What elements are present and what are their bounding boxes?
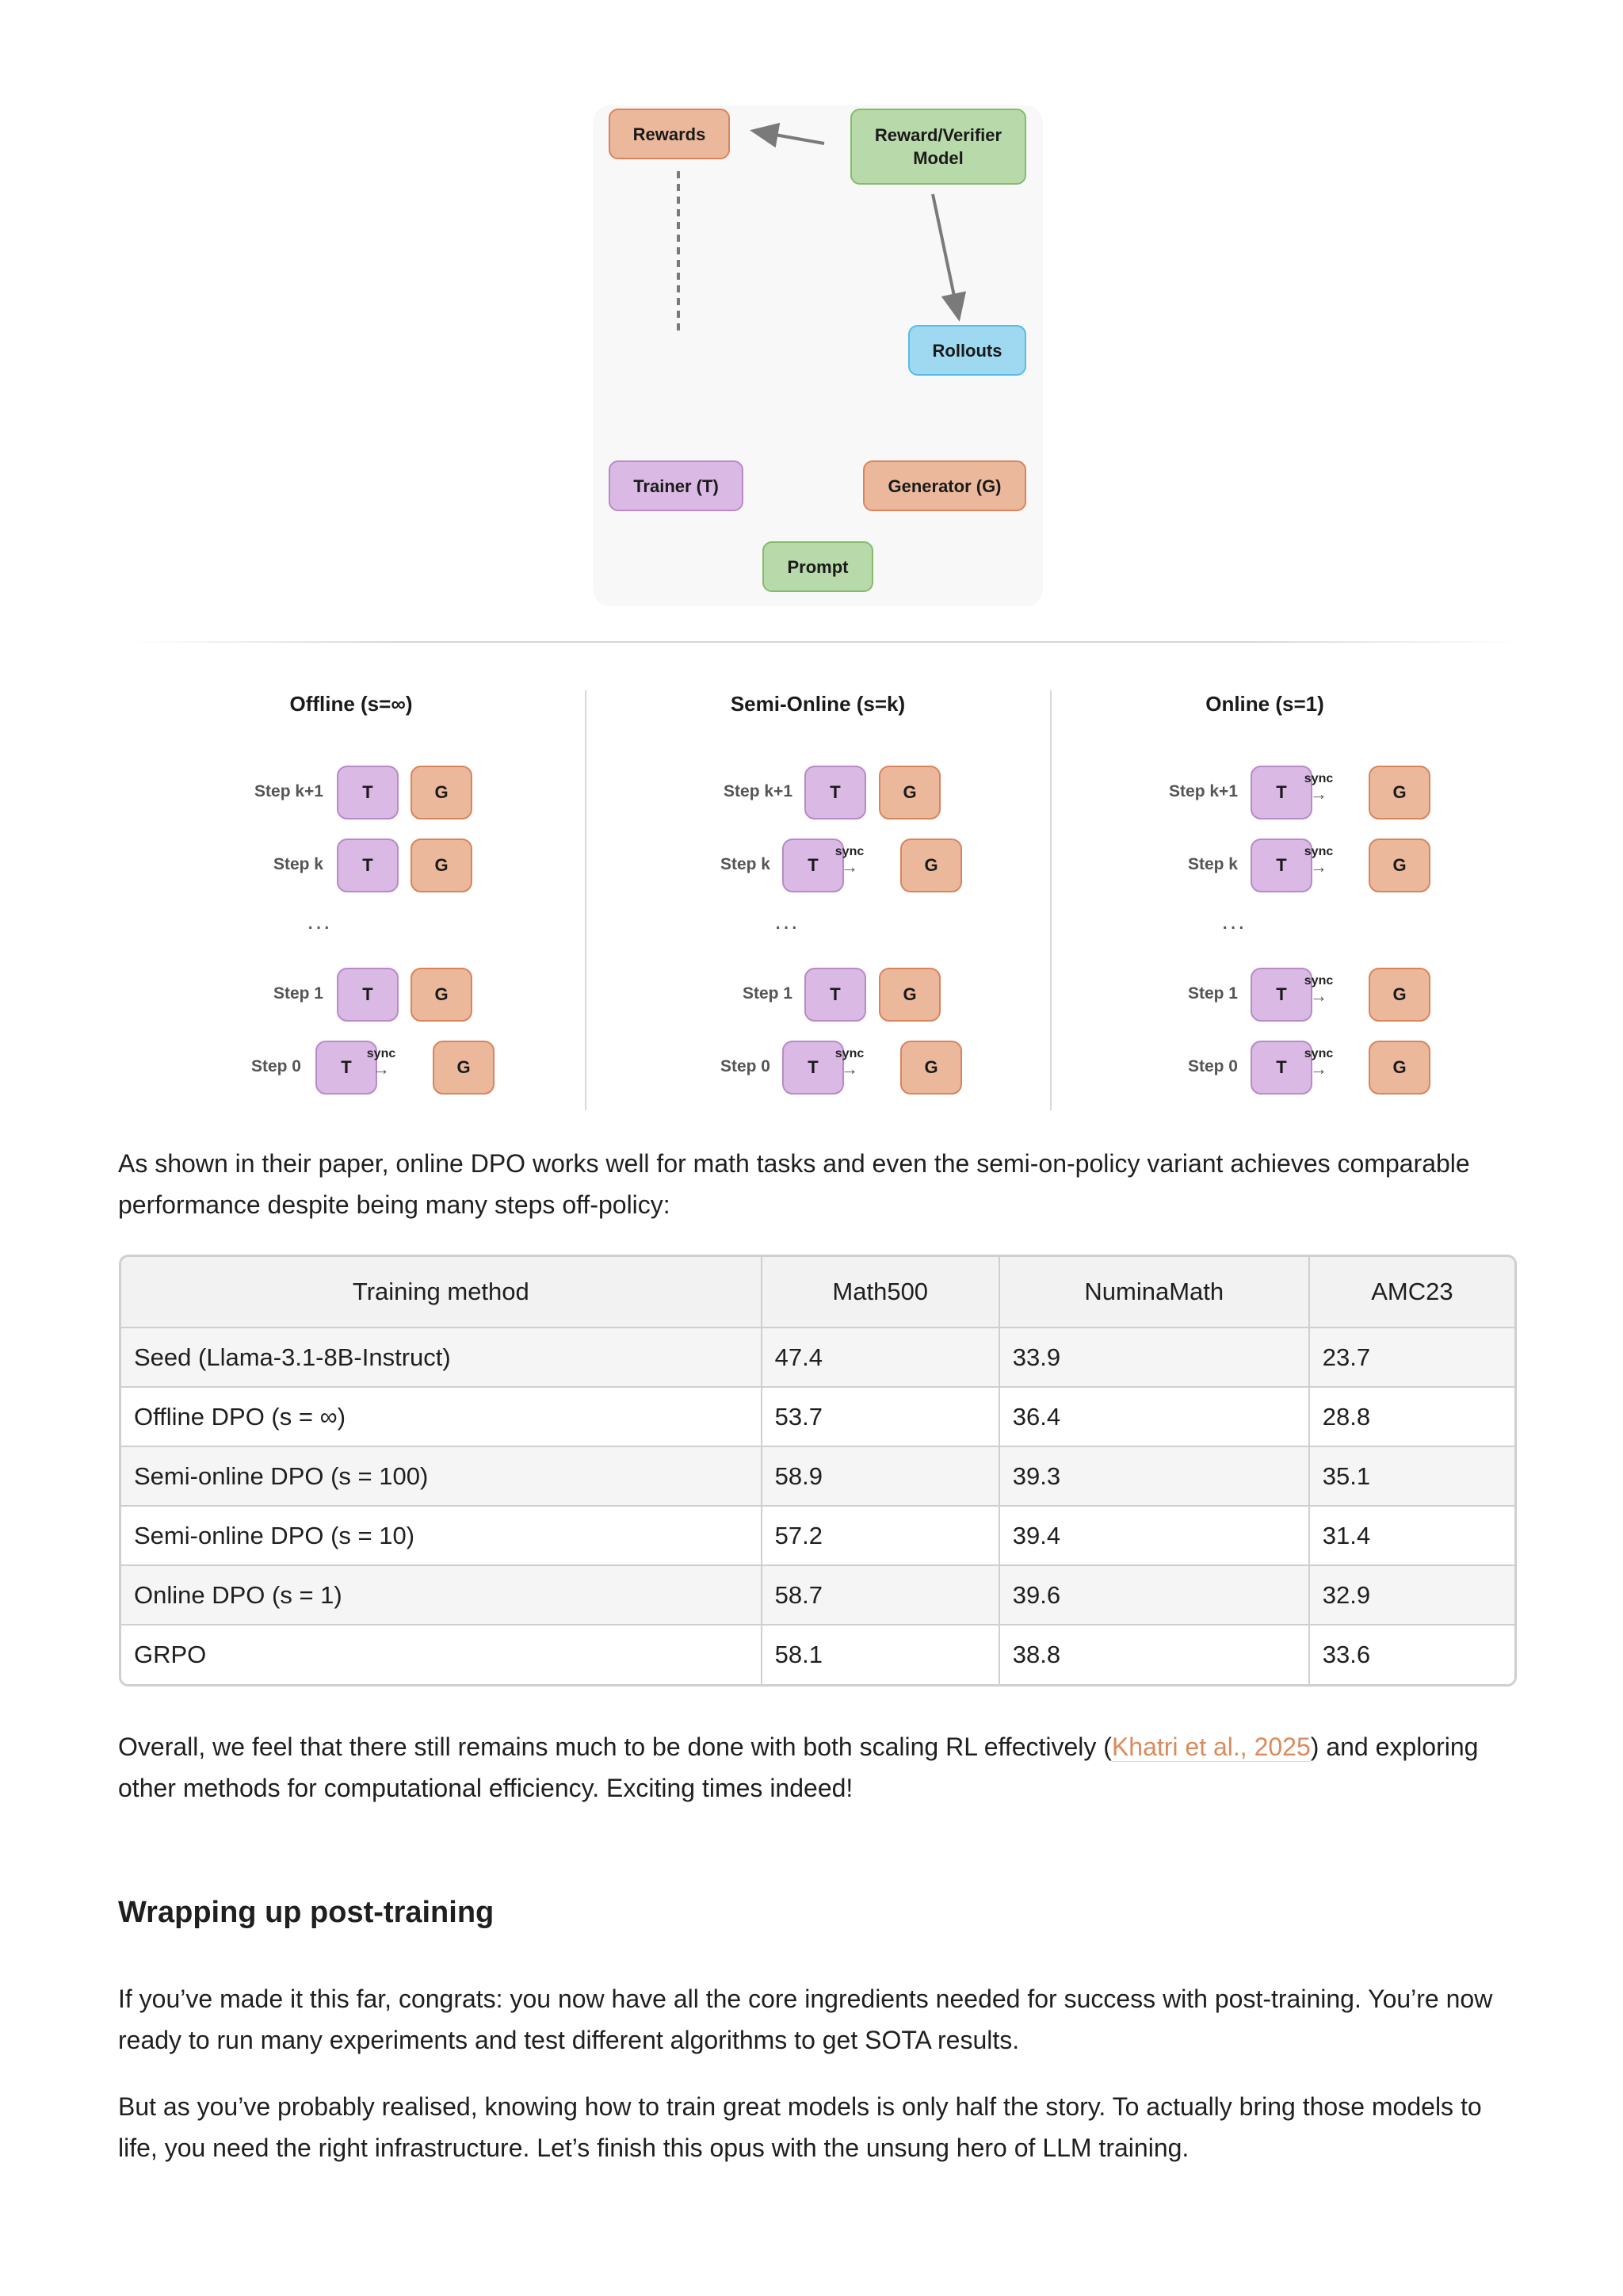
sync-arrow-icon: → [841, 857, 858, 877]
table-header-row [121, 1257, 1514, 1328]
table-cell-score: 31.4 [1309, 1506, 1514, 1565]
table-cell-method: Semi-online DPO (s = 100) [121, 1446, 762, 1506]
section-divider [127, 641, 1522, 643]
header-numinamath: NuminaMath [999, 1257, 1309, 1328]
step-label: Step k+1 [1169, 782, 1238, 800]
trainer-box: T [337, 766, 399, 819]
generator-box: G [879, 766, 941, 819]
trainer-box: T [782, 839, 844, 892]
table-cell-score: 33.9 [999, 1328, 1309, 1387]
sync-arrow-icon: → [1310, 784, 1327, 804]
header-training-method: Training method [121, 1257, 762, 1328]
sync-label: sync [834, 1047, 865, 1060]
sync-indicator [1295, 845, 1342, 875]
table-cell-method: Offline DPO (s = ∞) [121, 1387, 762, 1446]
sync-arrow-icon: → [372, 1059, 390, 1079]
trainer-box: T [782, 1041, 844, 1095]
sync-arrow-icon: → [841, 1059, 858, 1079]
trainer-box: T [804, 766, 866, 819]
generator-box: G [1369, 968, 1430, 1022]
step-label: Step k+1 [724, 782, 792, 800]
table-cell-method: Seed (Llama-3.1-8B-Instruct) [121, 1328, 762, 1387]
generator-box: G [900, 839, 962, 892]
step-label: Step k [273, 855, 323, 873]
table-cell-score: 58.9 [762, 1446, 999, 1506]
sync-label: sync [834, 845, 865, 858]
results-table [119, 1255, 1517, 1687]
sync-arrow-icon: → [1310, 986, 1327, 1006]
trainer-box: T [337, 968, 399, 1022]
generator-box: G [879, 968, 941, 1022]
step-label: Step 0 [1187, 1057, 1238, 1075]
trainer-box: T [315, 1041, 377, 1095]
table-cell-score: 57.2 [762, 1506, 999, 1565]
table-cell-score: 32.9 [1309, 1565, 1514, 1625]
sync-arrow-icon: → [1310, 1059, 1327, 1079]
trainer-box: T [804, 968, 866, 1022]
ellipsis: ... [307, 908, 332, 934]
reward-verifier-model-node: Reward/Verifier Model [850, 109, 1026, 185]
generator-box: G [411, 968, 472, 1022]
generator-box: G [411, 839, 472, 892]
table-cell-score: 35.1 [1309, 1446, 1514, 1506]
sync-indicator [1295, 974, 1342, 1004]
table-cell-score: 38.8 [999, 1625, 1309, 1684]
step-label: Step k+1 [254, 782, 323, 800]
table-cell-score: 28.8 [1309, 1387, 1514, 1446]
generator-box: G [900, 1041, 962, 1095]
table-cell-score: 33.6 [1309, 1625, 1514, 1684]
header-amc23: AMC23 [1309, 1257, 1514, 1328]
table-cell-score: 58.7 [762, 1565, 999, 1625]
paragraph-overall-before: Overall, we feel that there still remains much to be done with both scaling RL effectively ( [118, 1733, 1112, 1761]
paragraph-congrats: If you’ve made it this far, congrats: you now have all the core ingredients needed for success with post-training. You’re now ready to run many experiments and test different algorithms to get SOTA results. [118, 1985, 1493, 2054]
step-label: Step 1 [1187, 984, 1238, 1003]
sync-indicator [357, 1047, 405, 1077]
generator-box: G [1369, 766, 1430, 819]
table-cell-score: 53.7 [762, 1387, 999, 1446]
table-row [121, 1328, 1514, 1387]
generator-box: G [411, 766, 472, 819]
step-label: Step 0 [720, 1057, 770, 1075]
paragraph-online-dpo: As shown in their paper, online DPO works well for math tasks and even the semi-on-policy variant achieves comparable performance despite being many steps off-policy: [118, 1149, 1470, 1219]
table-cell-score: 39.4 [999, 1506, 1309, 1565]
sync-indicator [1295, 772, 1342, 802]
panel-title: Online (s=1) [1205, 692, 1324, 716]
step-label: Step k [720, 855, 770, 873]
table-cell-score: 36.4 [999, 1387, 1309, 1446]
step-label: Step 0 [250, 1057, 301, 1075]
table-cell-score: 39.3 [999, 1446, 1309, 1506]
sync-label: sync [1304, 1047, 1334, 1060]
table-row [121, 1565, 1514, 1625]
trainer-box: T [1251, 968, 1312, 1022]
table-cell-score: 47.4 [762, 1328, 999, 1387]
prompt-node: Prompt [762, 541, 873, 592]
panel-title: Offline (s=∞) [289, 692, 413, 716]
trainer-box: T [1251, 839, 1312, 892]
header-math500: Math500 [762, 1257, 999, 1328]
sync-indicator [826, 1047, 873, 1077]
paragraph-overall-after: ) and exploring other methods for computational efficiency. Exciting times indeed! [118, 1733, 1479, 1802]
trainer-box: T [1251, 766, 1312, 819]
sync-arrow-icon: → [1310, 857, 1327, 877]
trainer-box: T [1251, 1041, 1312, 1095]
trainer-box: T [337, 839, 399, 892]
table-row [121, 1446, 1514, 1506]
table-cell-method: GRPO [121, 1625, 762, 1684]
step-label: Step 1 [742, 984, 792, 1003]
panel-divider [585, 690, 586, 1110]
sync-label: sync [1304, 974, 1334, 988]
table-cell-method: Online DPO (s = 1) [121, 1565, 762, 1625]
table-row [121, 1625, 1514, 1684]
rewards-node: Rewards [609, 109, 730, 159]
table-row [121, 1387, 1514, 1446]
paragraph-infrastructure: But as you’ve probably realised, knowing how to train great models is only half the story. To actually bring those models to life, you need the right infrastructure. Let’s finish this opus with the unsung hero of LLM training. [118, 2092, 1482, 2162]
trainer-node: Trainer (T) [609, 460, 743, 511]
step-label: Step k [1187, 855, 1238, 873]
ellipsis: ... [774, 908, 800, 934]
rollouts-node: Rollouts [908, 325, 1026, 376]
sync-indicator [1295, 1047, 1342, 1077]
generator-box: G [1369, 1041, 1430, 1095]
generator-box: G [1369, 839, 1430, 892]
section-heading: Wrapping up post-training [118, 1896, 495, 1929]
table-cell-score: 58.1 [762, 1625, 999, 1684]
sync-label: sync [1304, 772, 1334, 785]
sync-label: sync [1304, 845, 1334, 858]
table-cell-score: 23.7 [1309, 1328, 1514, 1387]
table-cell-score: 39.6 [999, 1565, 1309, 1625]
citation-link-khatri[interactable]: Khatri et al., 2025 [1111, 1733, 1311, 1761]
panel-title: Semi-Online (s=k) [730, 692, 906, 716]
paragraph-overall [118, 1726, 1513, 1809]
generator-box: G [433, 1041, 495, 1095]
step-label: Step 1 [273, 984, 323, 1003]
generator-node: Generator (G) [863, 460, 1026, 511]
sync-label: sync [366, 1047, 396, 1060]
ellipsis: ... [1221, 908, 1247, 934]
table-cell-method: Semi-online DPO (s = 10) [121, 1506, 762, 1565]
panel-divider [1050, 690, 1052, 1110]
table-row [121, 1506, 1514, 1565]
sync-indicator [826, 845, 873, 875]
